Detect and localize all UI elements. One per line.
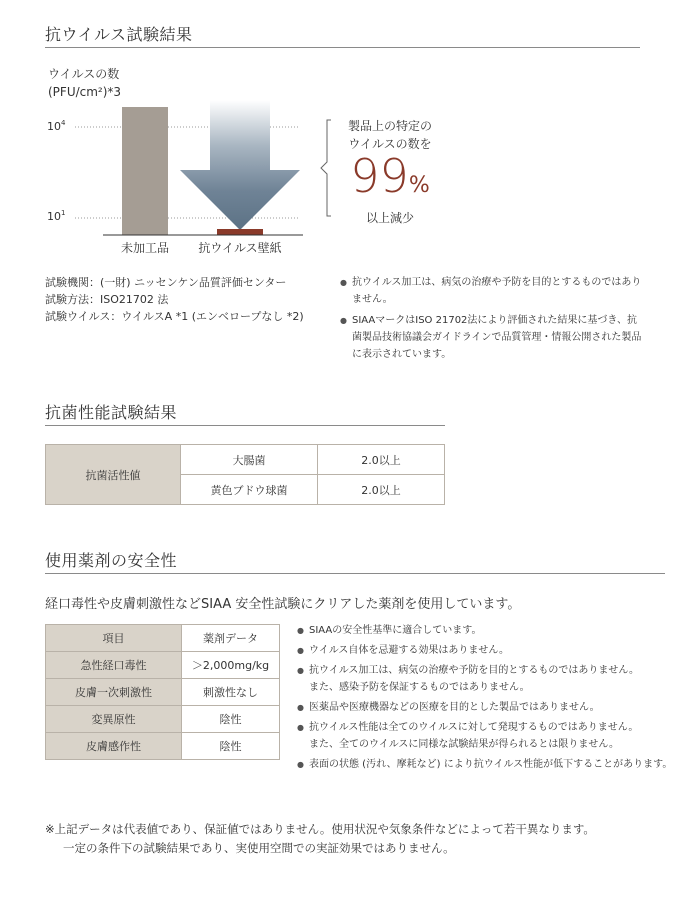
- note-line: ● SIAAマークはISO 21702法により評価された結果に基づき、抗: [352, 315, 638, 326]
- reduction-line3: 以上減少: [365, 211, 414, 225]
- test-info-virus: 試験ウイルス：ウイルスA *1 (エンベロープなし *2): [45, 310, 304, 323]
- tick-label-10-4: $10^4$: [47, 119, 66, 133]
- antibac-head-cell: 抗菌活性値: [46, 445, 181, 505]
- safety-note-item: [297, 622, 687, 639]
- table-row: [46, 706, 280, 733]
- virus-section-rule: [45, 47, 640, 48]
- safety-value: ＞2,000mg/kg: [182, 652, 280, 679]
- reduction-number: 99: [350, 149, 409, 203]
- note-line: また、全てのウイルスに同様な試験結果が得られるとは限りません。: [309, 739, 619, 750]
- note-line: ● 医薬品や医療機器などの医療を目的とした製品ではありません。: [309, 702, 600, 713]
- reduction-percent: %: [408, 173, 430, 198]
- safety-note-item: [297, 756, 687, 773]
- tick-label-10-1: $10^1$: [47, 209, 66, 223]
- table-row: [46, 652, 280, 679]
- bacteria-value: 2.0以上: [318, 475, 445, 505]
- reduction-line1: 製品上の特定の: [347, 119, 432, 133]
- safety-item: 急性経口毒性: [46, 652, 182, 679]
- reduction-line2: ウイルスの数を: [348, 137, 432, 151]
- reduction-arrow: [180, 100, 300, 230]
- safety-table: [45, 624, 280, 760]
- note-line: また、感染予防を保証するものではありません。: [309, 682, 530, 693]
- safety-value: 刺激性なし: [182, 679, 280, 706]
- virus-note-item: [340, 312, 660, 363]
- table-row: [46, 733, 280, 760]
- safety-header-data: 薬剤データ: [182, 625, 280, 652]
- virus-note-item: [340, 274, 660, 308]
- bacteria-name: 黄色ブドウ球菌: [181, 475, 318, 505]
- virus-notes: [340, 274, 660, 363]
- antibac-section-rule: [45, 425, 445, 426]
- chart-ylabel-line1: ウイルスの数: [48, 67, 120, 81]
- antibac-table: [45, 444, 445, 505]
- safety-note-item: [297, 699, 687, 716]
- note-line: ● 抗ウイルス加工は、病気の治療や予防を目的とするものではあり: [352, 277, 642, 288]
- note-line: ● ウイルス自体を忌避する効果はありません。: [309, 645, 509, 656]
- safety-note-item: [297, 719, 687, 753]
- note-line: に表示されています。: [352, 349, 452, 360]
- table-row: [46, 679, 280, 706]
- note-line: ● SIAAの安全性基準に適合しています。: [309, 625, 482, 636]
- category-label-1: 抗ウイルス壁紙: [198, 241, 282, 255]
- safety-note-item: [297, 662, 687, 696]
- safety-value: 陰性: [182, 733, 280, 760]
- table-row: [46, 625, 280, 652]
- safety-section-rule: [45, 573, 665, 574]
- safety-header-item: 項目: [46, 625, 182, 652]
- reduction-callout: [335, 117, 445, 226]
- virus-section-title: 抗ウイルス試験結果: [45, 25, 193, 44]
- note-line: 菌製品技術協議会ガイドラインで品質管理・情報公開された製品: [352, 332, 642, 343]
- safety-lead: 経口毒性や皮膚刺激性などSIAA 安全性試験にクリアした薬剤を使用しています。: [45, 597, 521, 612]
- bar-1: [217, 229, 263, 235]
- test-info-org: 試験機関：(一財) ニッセンケン品質評価センター: [45, 276, 287, 289]
- footnote-line1: ※上記データは代表値であり、保証値ではありません。使用状況や気象条件などによって若干異なります。: [45, 822, 595, 836]
- table-row: [46, 445, 445, 475]
- note-line: ● 抗ウイルス加工は、病気の治療や予防を目的とするものではありません。: [309, 665, 639, 676]
- virus-chart: [45, 100, 335, 260]
- category-label-0: 未加工品: [120, 241, 170, 255]
- safety-notes: [297, 622, 687, 773]
- safety-value: 陰性: [182, 706, 280, 733]
- bar-0: [122, 107, 168, 235]
- safety-section-title: 使用薬剤の安全性: [45, 551, 178, 570]
- footnote-line2: 一定の条件下の試験結果であり、実使用空間での実証効果ではありません。: [63, 841, 455, 855]
- footnote: [45, 820, 595, 858]
- safety-item: 皮膚感作性: [46, 733, 182, 760]
- test-info-method: 試験方法：ISO21702 法: [45, 293, 169, 306]
- safety-note-item: [297, 642, 687, 659]
- antibac-section-title: 抗菌性能試験結果: [45, 403, 178, 422]
- brace-icon: [318, 118, 334, 218]
- reduction-figure: [335, 149, 445, 210]
- note-line: ● 表面の状態 (汚れ、摩耗など) により抗ウイルス性能が低下することがあります。: [309, 759, 673, 770]
- bacteria-value: 2.0以上: [318, 445, 445, 475]
- bacteria-name: 大腸菌: [181, 445, 318, 475]
- test-info: [45, 274, 304, 325]
- note-line: ません。: [352, 294, 393, 305]
- safety-item: 皮膚一次刺激性: [46, 679, 182, 706]
- note-line: ● 抗ウイルス性能は全てのウイルスに対して発現するものではありません。: [309, 722, 639, 733]
- safety-item: 変異原性: [46, 706, 182, 733]
- chart-ylabel-line2: (PFU/cm²)*3: [48, 85, 122, 99]
